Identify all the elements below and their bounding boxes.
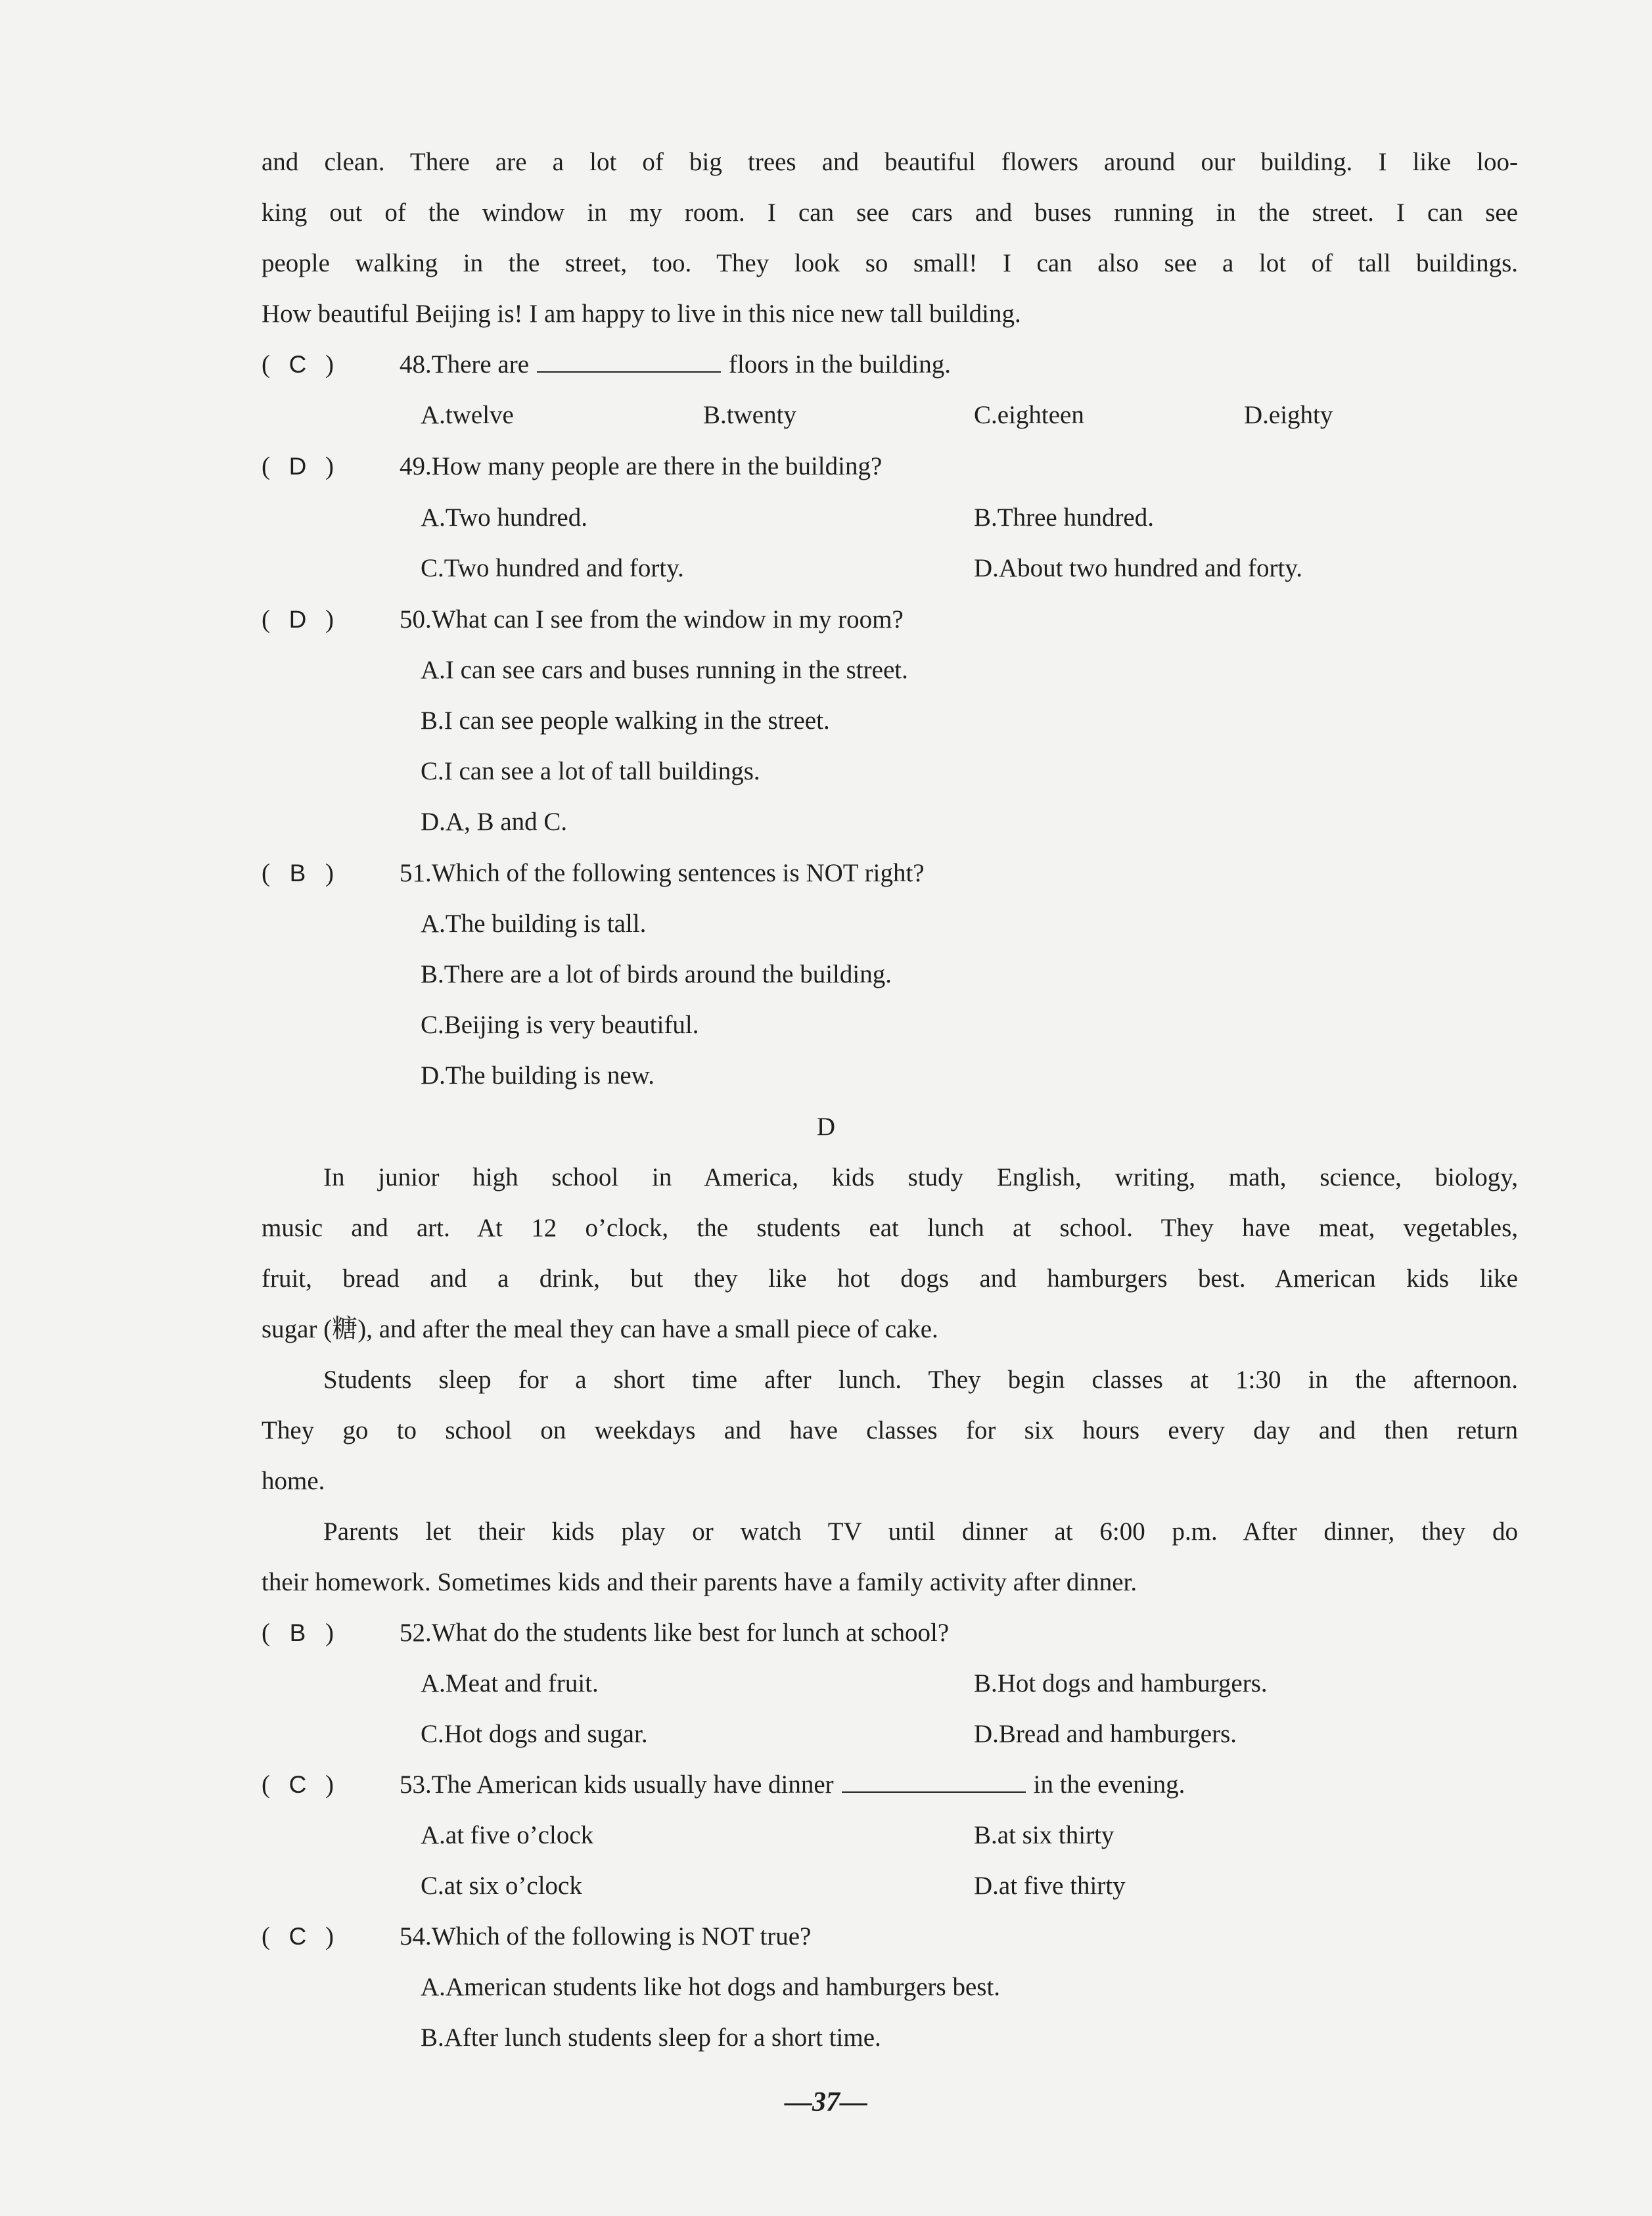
paren-open: ( [262,859,270,887]
question-stem: 50.What can I see from the window in my room? [400,605,904,634]
answer-53[interactable]: C [288,1771,307,1798]
answer-50[interactable]: D [288,606,307,633]
answer-51[interactable]: B [289,860,306,887]
option-b: B.After lunch students sleep for a short time. [421,2023,881,2052]
question-stem: 53.The American kids usually have dinner [400,1770,834,1799]
paren-close: ) [325,452,334,480]
section-title: D [816,1113,836,1141]
passage-line: people walking in the street, too. They look so small! I can also see a lot of tall buildings. [262,249,1518,277]
paren-open: ( [262,1922,270,1951]
passage-line: In junior high school in America, kids study English, writing, math, science, biology, [323,1163,1518,1191]
passage-line: fruit, bread and a drink, but they like hot dogs and hamburgers best. American kids like [262,1264,1518,1293]
paren-close: ) [325,1770,334,1799]
paren-open: ( [262,350,270,379]
question-53 [262,1768,1185,1801]
passage-line: king out of the window in my room. I can see cars and buses running in the street. I can see [262,198,1518,227]
question-48 [262,348,951,381]
passage-line: music and art. At 12 o’clock, the students eat lunch at school. They have meat, vegetables, [262,1214,1518,1242]
paren-close: ) [325,1619,334,1647]
passage-line: home. [262,1467,325,1495]
fill-blank[interactable] [842,1769,1026,1793]
option-d: D.A, B and C. [421,808,568,836]
option-a: A.American students like hot dogs and hamburgers best. [421,1973,1001,2001]
paren-open: ( [262,1770,270,1799]
fill-blank[interactable] [537,349,721,373]
paren-close: ) [325,350,334,379]
passage-line: their homework. Sometimes kids and their parents have a family activity after dinner. [262,1568,1137,1596]
question-52 [262,1617,949,1650]
paren-close: ) [325,605,334,634]
question-49 [262,450,882,483]
passage-line: Parents let their kids play or watch TV until dinner at 6:00 p.m. After dinner, they do [323,1517,1518,1546]
option-d: D.Bread and hamburgers. [974,1720,1237,1748]
option-d: D.eighty [1244,401,1333,429]
question-stem: 52.What do the students like best for lunch at school? [400,1619,950,1647]
passage-line: How beautiful Beijing is! I am happy to live in this nice new tall building. [262,300,1021,328]
option-b: B.twenty [703,401,796,429]
question-50 [262,603,904,636]
question-stem: 51.Which of the following sentences is NOT right? [400,859,925,887]
passage-line: and clean. There are a lot of big trees and beautiful flowers around our building. I like loo- [262,148,1518,176]
paren-close: ) [325,859,334,887]
paren-open: ( [262,452,270,480]
question-stem: 49.How many people are there in the building? [400,452,883,480]
passage-line: They go to school on weekdays and have classes for six hours every day and then return [262,1416,1518,1444]
option-d: D.The building is new. [421,1061,655,1090]
page-number: —37— [785,2087,867,2117]
option-b: B.There are a lot of birds around the building. [421,960,892,988]
question-51 [262,857,925,890]
answer-48[interactable]: C [288,351,307,378]
passage-line: Students sleep for a short time after lunch. They begin classes at 1:30 in the afternoon. [323,1366,1518,1394]
option-c: C.Beijing is very beautiful. [421,1011,699,1039]
answer-54[interactable]: C [288,1923,307,1950]
option-b: B.Three hundred. [974,503,1154,532]
option-c: C.Two hundred and forty. [421,554,684,582]
option-b: B.Hot dogs and hamburgers. [974,1669,1268,1697]
option-c: C.I can see a lot of tall buildings. [421,757,760,785]
option-d: D.About two hundred and forty. [974,554,1303,582]
option-a: A.at five o’clock [421,1821,594,1849]
paren-open: ( [262,1619,270,1647]
option-c: C.eighteen [974,401,1084,429]
option-a: A.Two hundred. [421,503,587,532]
option-a: A.The building is tall. [421,910,647,938]
option-c: C.Hot dogs and sugar. [421,1720,648,1748]
option-a: A.I can see cars and buses running in the street. [421,656,908,684]
question-stem: in the evening. [1033,1770,1185,1799]
paren-open: ( [262,605,270,634]
option-b: B.at six thirty [974,1821,1114,1849]
question-54 [262,1920,811,1953]
option-a: A.Meat and fruit. [421,1669,599,1697]
answer-52[interactable]: B [289,1619,306,1646]
option-b: B.I can see people walking in the street. [421,706,830,735]
passage-line: sugar (糖), and after the meal they can have a small piece of cake. [262,1315,938,1343]
question-stem: floors in the building. [729,350,952,379]
answer-49[interactable]: D [288,453,307,480]
paren-close: ) [325,1922,334,1951]
option-d: D.at five thirty [974,1872,1126,1900]
question-stem: 48.There are [400,350,530,379]
question-stem: 54.Which of the following is NOT true? [400,1922,812,1951]
option-a: A.twelve [421,401,514,429]
option-c: C.at six o’clock [421,1872,582,1900]
